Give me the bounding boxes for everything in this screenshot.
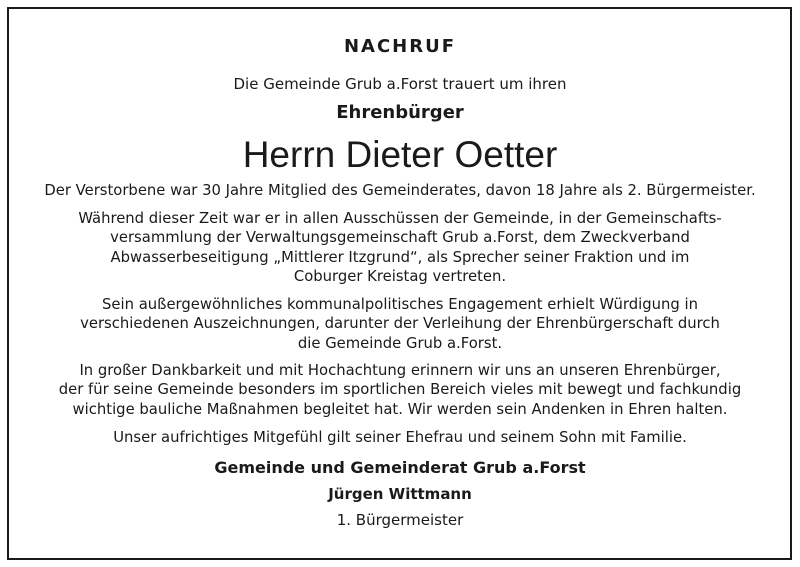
- text-line: Der Verstorbene war 30 Jahre Mitglied des Gemeinderates, davon 18 Jahre als 2. Bürgermeister.: [44, 182, 756, 199]
- text-line: In großer Dankbarkeit und mit Hochachtung erinnern wir uns an unseren Ehrenbürger,: [79, 362, 721, 379]
- text-line: Coburger Kreistag vertreten.: [293, 267, 507, 285]
- text-line: versammlung der Verwaltungsgemeinschaft Grub a.Forst, dem Zweckverband: [110, 229, 690, 247]
- paragraph-gratitude: [40, 361, 760, 419]
- text-line: verschiedenen Auszeichnungen, darunter der Verleihung der Ehrenbürgerschaft durch: [80, 315, 720, 333]
- text-line: wichtige bauliche Maßnahmen begleitet hat. Wir werden sein Andenken in Ehren halten.: [72, 400, 728, 418]
- notice-heading: NACHRUF: [343, 36, 457, 57]
- honor-title: Ehrenbürger: [336, 102, 464, 123]
- text-line: Sein außergewöhnliches kommunalpolitisches Engagement erhielt Würdigung in: [102, 296, 698, 313]
- paragraph-membership: [40, 181, 760, 200]
- paragraph-condolence: [40, 428, 760, 447]
- text-line: der für seine Gemeinde besonders im sportlichen Bereich vieles mit bewegt und fachkundig: [58, 381, 742, 399]
- signature-name: Jürgen Wittmann: [328, 485, 472, 503]
- text-line: die Gemeinde Grub a.Forst.: [297, 334, 503, 352]
- signature-organization: Gemeinde und Gemeinderat Grub a.Forst: [214, 458, 586, 477]
- text-line: Unser aufrichtiges Mitgefühl gilt seiner Ehefrau und seinem Sohn mit Familie.: [113, 429, 687, 446]
- paragraph-committees: [40, 209, 760, 286]
- deceased-name: Herrn Dieter Oetter: [242, 134, 558, 175]
- paragraph-honors: [40, 295, 760, 353]
- notice-intro: Die Gemeinde Grub a.Forst trauert um ihren: [233, 75, 567, 93]
- text-line: Abwasserbeseitigung „Mittlerer Itzgrund“, als Sprecher seiner Fraktion und im: [110, 248, 690, 266]
- text-line: Während dieser Zeit war er in allen Ausschüssen der Gemeinde, in der Gemeinschafts-: [78, 210, 722, 227]
- signature-role: 1. Bürgermeister: [336, 511, 464, 529]
